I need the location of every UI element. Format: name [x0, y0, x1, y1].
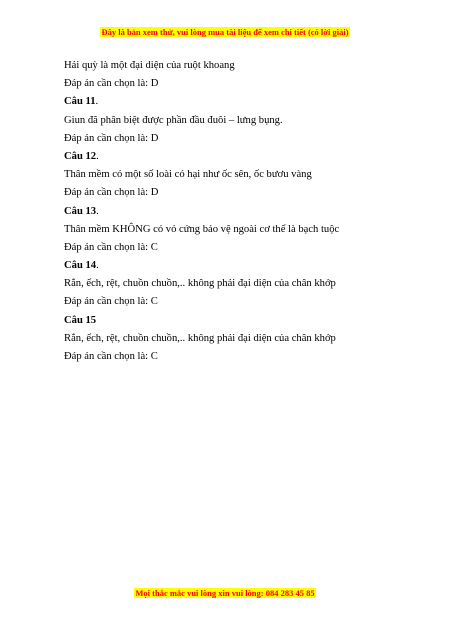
document-body — [64, 57, 404, 366]
question-number: Câu 14 — [64, 260, 97, 272]
question-heading — [64, 93, 404, 111]
question-heading — [64, 203, 404, 221]
body-line: Hải quỳ là một đại diện của ruột khoang — [64, 60, 235, 71]
contact-text: Mọi thắc mắc vui lòng xin vui lòng: 084 283 45 85 — [135, 588, 315, 598]
question-number: Câu 11 — [64, 96, 96, 108]
question-suffix: . — [96, 205, 99, 217]
body-line: Giun đã phân biệt được phần đầu đuôi – lưng bụng. — [64, 114, 283, 126]
body-line: Thân mềm có một số loài có hại như ốc sên, ốc bươu vàng — [64, 169, 312, 181]
answer-line: Đáp án cần chọn là: D — [64, 78, 159, 90]
preview-notice-text: Đây là bản xem thử, vui lòng mua tài liệu để xem chi tiết (có lời giải) — [101, 27, 349, 37]
answer-line: Đáp án cần chọn là: C — [64, 296, 158, 308]
question-suffix: . — [95, 96, 99, 108]
question-suffix: . — [96, 150, 99, 162]
answer-line: Đáp án cần chọn là: C — [64, 241, 158, 253]
question-heading — [64, 148, 404, 166]
answer-line: Đáp án cần chọn là: D — [64, 132, 159, 144]
body-line: Thân mềm KHÔNG có vỏ cứng bảo vệ ngoài cơ thể là bạch tuộc — [64, 223, 340, 235]
question-number: Câu 15 — [64, 314, 97, 326]
question-number: Câu 12 — [64, 150, 97, 162]
preview-notice-banner — [0, 27, 450, 38]
question-suffix: . — [96, 260, 99, 272]
question-heading — [64, 312, 404, 330]
body-line: Rắn, ếch, rệt, chuồn chuồn,.. không phải đại diện của chân khớp — [64, 278, 336, 290]
question-number: Câu 13 — [64, 205, 97, 217]
answer-line: Đáp án cần chọn là: D — [64, 187, 159, 199]
body-line: Rắn, ếch, rệt, chuồn chuồn,.. không phải đại diện của chân khớp — [64, 332, 336, 344]
question-heading — [64, 257, 404, 275]
answer-line: Đáp án cần chọn là: C — [64, 351, 158, 362]
contact-banner — [0, 588, 450, 599]
